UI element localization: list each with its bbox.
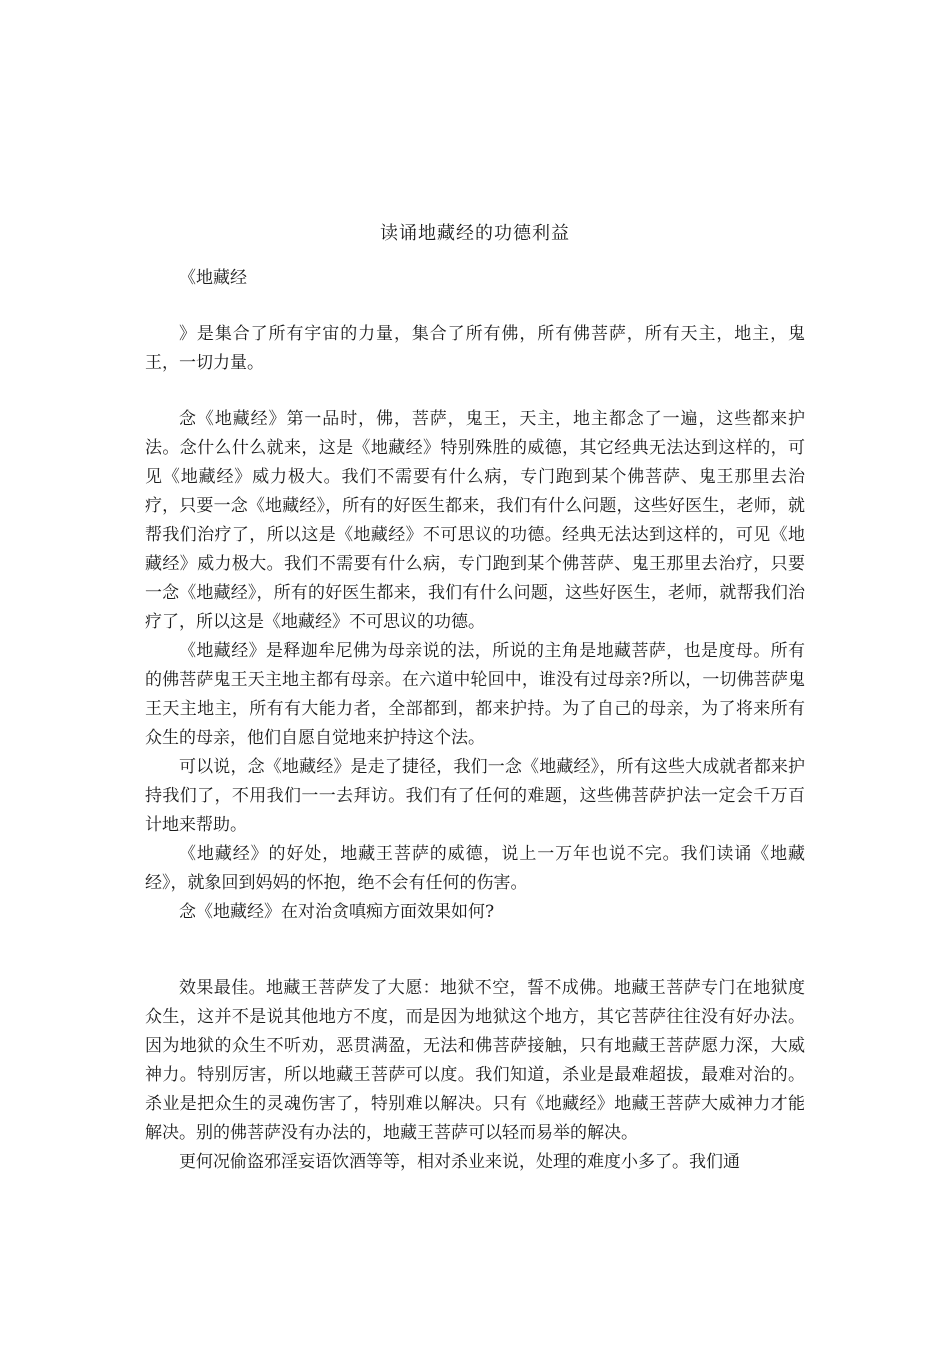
paragraph: 》是集合了所有宇宙的力量，集合了所有佛，所有佛菩萨，所有天主，地主，鬼王，一切力量。: [145, 324, 805, 373]
paragraph: 念《地藏经》第一品时，佛，菩萨，鬼王，天主，地主都念了一遍，这些都来护法。念什么什么就来，这是《地藏经》特别殊胜的威德，其它经典无法达到这样的，可见《地藏经》威力极大。我们不需要有什么病，专门跑到某个佛菩萨、鬼王那里去治疗，只要一念《地藏经》，所有的好医生都来，我们有什么问题，这些好医生，老师，就帮我们治疗了，所以这是《地藏经》不可思议的功德。经典无法达到这样的，可见《地藏经》威力极大。我们不需要有什么病，专门跑到某个佛菩萨、鬼王那里去治疗，只要一念《地藏经》，所有的好医生都来，我们有什么问题，这些好医生，老师，就帮我们治疗了，所以这是《地藏经》不可思议的功德。: [145, 409, 805, 632]
paragraph: 念《地藏经》在对治贪嗔痴方面效果如何?: [179, 902, 495, 922]
document-page: [145, 0, 805, 1345]
body-text-continued: [145, 974, 805, 1177]
paragraph: 更何况偷盗邪淫妄语饮酒等等，相对杀业来说，处理的难度小多了。我们通: [179, 1152, 740, 1172]
paragraph: 效果最佳。地藏王菩萨发了大愿：地狱不空，誓不成佛。地藏王菩萨专门在地狱度众生，这并不是说其他地方不度，而是因为地狱这个地方，其它菩萨往往没有好办法。因为地狱的众生不听劝，恶贯满盈，无法和佛菩萨接触，只有地藏王菩萨愿力深，大威神力。特别厉害，所以地藏王菩萨可以度。我们知道，杀业是最难超拔，最难对治的。杀业是把众生的灵魂伤害了，特别难以解决。只有《地藏经》地藏王菩萨大威神力才能解决。别的佛菩萨没有办法的，地藏王菩萨可以轻而易举的解决。: [145, 978, 805, 1143]
body-text: [145, 405, 805, 927]
paragraph: 《地藏经》是释迦牟尼佛为母亲说的法，所说的主角是地藏菩萨，也是度母。所有的佛菩萨鬼王天主地主都有母亲。在六道中轮回中，谁没有过母亲?所以，一切佛菩萨鬼王天主地主，所有有大能力者，全部都到，都来护持。为了自己的母亲，为了将来所有众生的母亲，他们自愿自觉地来护持这个法。: [145, 641, 805, 748]
paragraph-2-block: [145, 320, 805, 378]
paragraph-1-block: [145, 264, 805, 293]
paragraph: 可以说，念《地藏经》是走了捷径，我们一念《地藏经》，所有这些大成就者都来护持我们了，不用我们一一去拜访。我们有了任何的难题，这些佛菩萨护法一定会千万百计地来帮助。: [145, 757, 805, 835]
paragraph: 《地藏经: [179, 268, 247, 288]
document-title: 读诵地藏经的功德利益: [380, 223, 570, 244]
paragraph: 《地藏经》的好处，地藏王菩萨的威德，说上一万年也说不完。我们读诵《地藏经》，就象回到妈妈的怀抱，绝不会有任何的伤害。: [145, 844, 805, 893]
